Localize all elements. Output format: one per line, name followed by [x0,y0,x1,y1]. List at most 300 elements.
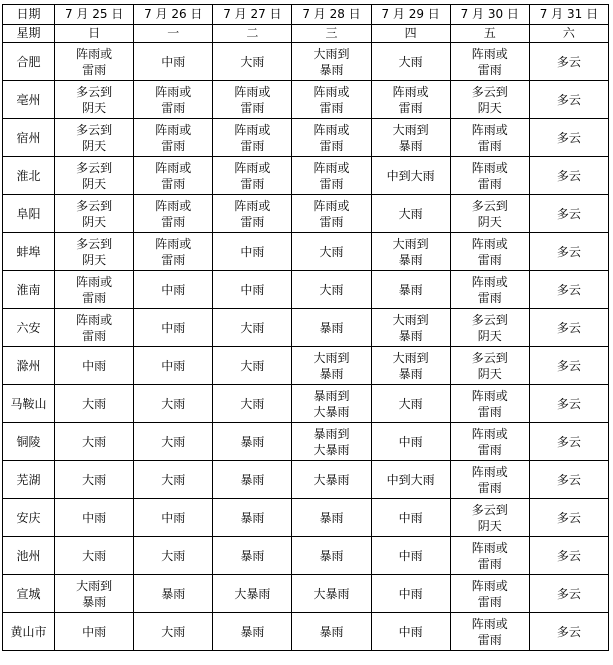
forecast-cell [371,271,450,309]
city-name-cell: 宿州 [3,119,55,157]
forecast-text: 阵雨或 [76,46,113,61]
forecast-text: 多云 [556,282,581,297]
forecast-cell [529,347,608,385]
forecast-cell [213,499,292,537]
forecast-text: 大雨 [161,624,186,639]
date-label-cell: 日期 [3,5,55,25]
forecast-text: 中雨 [161,282,186,297]
forecast-cell [529,499,608,537]
city-name-cell: 合肥 [3,43,55,81]
forecast-text: 多云 [556,434,581,449]
forecast-text: 多云 [556,320,581,335]
forecast-text: 雷雨 [82,62,107,77]
forecast-cell [450,271,529,309]
forecast-cell [371,499,450,537]
forecast-cell [213,613,292,651]
weekday-cell: 四 [371,25,450,43]
forecast-text: 多云到 [471,84,508,99]
forecast-cell [292,309,371,347]
forecast-cell [55,499,134,537]
forecast-cell [292,385,371,423]
forecast-text: 阵雨或 [234,198,271,213]
forecast-cell [292,461,371,499]
forecast-cell [292,613,371,651]
forecast-text: 阵雨或 [471,426,508,441]
forecast-text: 大雨 [82,472,107,487]
forecast-text: 大雨 [319,244,344,259]
forecast-text: 大雨到 [392,122,429,137]
forecast-cell [292,195,371,233]
forecast-cell [371,43,450,81]
forecast-cell [134,461,213,499]
forecast-text: 阴天 [82,176,107,191]
weekday-header-row [3,25,609,43]
forecast-text: 雷雨 [477,62,502,77]
forecast-text: 中雨 [398,510,423,525]
forecast-text: 阵雨或 [155,84,192,99]
city-name-cell: 六安 [3,309,55,347]
forecast-cell [134,233,213,271]
forecast-text: 中雨 [161,510,186,525]
forecast-text: 多云 [556,54,581,69]
city-row [3,423,609,461]
forecast-cell [371,613,450,651]
forecast-text: 阵雨或 [234,84,271,99]
forecast-cell [213,157,292,195]
forecast-text: 阵雨或 [471,578,508,593]
forecast-text: 雷雨 [477,404,502,419]
forecast-cell [371,347,450,385]
weekday-cell: 日 [55,25,134,43]
forecast-cell [529,613,608,651]
forecast-text: 暴雨 [319,624,344,639]
date-cell: 7 月 31 日 [529,5,608,25]
date-cell: 7 月 25 日 [55,5,134,25]
forecast-text: 阵雨或 [234,122,271,137]
forecast-text: 多云 [556,206,581,221]
forecast-cell [371,157,450,195]
forecast-cell [55,81,134,119]
forecast-cell [134,537,213,575]
weekday-cell: 五 [450,25,529,43]
forecast-text: 雷雨 [477,442,502,457]
forecast-cell [292,423,371,461]
forecast-text: 阵雨或 [392,84,429,99]
forecast-text: 大雨到 [313,350,350,365]
forecast-text: 暴雨 [319,62,344,77]
forecast-cell [55,43,134,81]
forecast-text: 雷雨 [477,252,502,267]
forecast-text: 雷雨 [477,480,502,495]
forecast-text: 多云 [556,92,581,107]
forecast-text: 大雨 [82,548,107,563]
forecast-text: 暴雨到 [313,426,350,441]
forecast-cell [55,423,134,461]
forecast-text: 雷雨 [477,290,502,305]
forecast-text: 雷雨 [82,328,107,343]
city-row [3,119,609,157]
forecast-text: 阵雨或 [76,312,113,327]
forecast-text: 阴天 [477,328,502,343]
forecast-text: 雷雨 [477,556,502,571]
forecast-cell [292,43,371,81]
forecast-cell [450,309,529,347]
forecast-text: 大雨到 [392,350,429,365]
forecast-text: 雷雨 [240,176,265,191]
forecast-cell [529,537,608,575]
forecast-text: 雷雨 [319,100,344,115]
forecast-cell [292,157,371,195]
forecast-cell [213,537,292,575]
forecast-text: 暴雨 [398,282,423,297]
forecast-cell [529,575,608,613]
forecast-text: 雷雨 [477,138,502,153]
forecast-cell [134,195,213,233]
forecast-text: 中雨 [82,624,107,639]
forecast-text: 阴天 [82,138,107,153]
forecast-cell [292,271,371,309]
forecast-text: 大雨 [398,54,423,69]
forecast-text: 大雨 [240,396,265,411]
forecast-text: 暴雨 [240,472,265,487]
forecast-cell [529,423,608,461]
forecast-text: 阵雨或 [471,274,508,289]
forecast-text: 大暴雨 [313,472,350,487]
forecast-cell [213,43,292,81]
forecast-cell [450,537,529,575]
forecast-cell [529,233,608,271]
forecast-text: 暴雨 [161,586,186,601]
forecast-cell [213,81,292,119]
forecast-text: 大雨 [82,396,107,411]
forecast-text: 雷雨 [319,214,344,229]
city-row [3,347,609,385]
forecast-text: 暴雨 [319,366,344,381]
forecast-cell [134,309,213,347]
forecast-text: 雷雨 [319,138,344,153]
forecast-text: 阵雨或 [471,236,508,251]
forecast-cell [55,347,134,385]
forecast-text: 暴雨到 [313,388,350,403]
weekday-label-cell: 星期 [3,25,55,43]
forecast-text: 雷雨 [477,176,502,191]
city-name-cell: 黄山市 [3,613,55,651]
forecast-text: 大雨 [398,206,423,221]
forecast-cell [134,613,213,651]
forecast-text: 多云到 [76,198,113,213]
forecast-text: 多云到 [76,122,113,137]
city-name-cell: 亳州 [3,81,55,119]
forecast-cell [450,43,529,81]
forecast-cell [450,119,529,157]
forecast-text: 阵雨或 [471,160,508,175]
city-row [3,43,609,81]
forecast-text: 阵雨或 [471,540,508,555]
forecast-cell [450,385,529,423]
forecast-text: 阴天 [477,518,502,533]
forecast-text: 多云到 [471,198,508,213]
forecast-text: 多云 [556,586,581,601]
forecast-text: 多云 [556,472,581,487]
forecast-text: 雷雨 [477,632,502,647]
city-name-cell: 芜湖 [3,461,55,499]
city-name-cell: 池州 [3,537,55,575]
forecast-cell [213,347,292,385]
forecast-cell [134,119,213,157]
forecast-cell [371,575,450,613]
forecast-cell [292,81,371,119]
forecast-text: 暴雨 [398,366,423,381]
forecast-text: 中雨 [398,624,423,639]
forecast-text: 暴雨 [240,434,265,449]
weekday-cell: 三 [292,25,371,43]
forecast-cell [134,385,213,423]
forecast-cell [450,157,529,195]
forecast-text: 雷雨 [161,214,186,229]
forecast-text: 多云到 [76,84,113,99]
forecast-cell [450,613,529,651]
forecast-text: 大雨 [240,54,265,69]
forecast-text: 雷雨 [161,138,186,153]
forecast-cell [134,347,213,385]
forecast-text: 阵雨或 [313,160,350,175]
forecast-text: 雷雨 [161,100,186,115]
forecast-text: 中雨 [240,244,265,259]
forecast-text: 阵雨或 [76,274,113,289]
forecast-text: 多云 [556,358,581,373]
forecast-cell [450,233,529,271]
forecast-text: 阴天 [82,214,107,229]
weather-forecast-table [2,4,609,651]
city-row [3,461,609,499]
forecast-text: 中雨 [161,320,186,335]
forecast-text: 大雨 [240,320,265,335]
forecast-text: 暴雨 [319,510,344,525]
date-header-row [3,5,609,25]
forecast-text: 大雨到 [76,578,113,593]
forecast-text: 大暴雨 [313,442,350,457]
forecast-text: 多云到 [76,160,113,175]
forecast-cell [55,233,134,271]
forecast-text: 暴雨 [398,252,423,267]
forecast-text: 大暴雨 [313,404,350,419]
forecast-cell [55,195,134,233]
forecast-cell [55,461,134,499]
forecast-text: 多云 [556,624,581,639]
forecast-cell [450,81,529,119]
forecast-text: 阵雨或 [155,122,192,137]
forecast-text: 阴天 [477,366,502,381]
forecast-cell [371,309,450,347]
forecast-cell [371,119,450,157]
city-name-cell: 淮南 [3,271,55,309]
city-name-cell: 宣城 [3,575,55,613]
forecast-text: 中雨 [240,282,265,297]
city-row [3,271,609,309]
forecast-text: 大雨 [398,396,423,411]
city-name-cell: 阜阳 [3,195,55,233]
forecast-cell [213,271,292,309]
forecast-text: 雷雨 [398,100,423,115]
city-row [3,157,609,195]
city-name-cell: 安庆 [3,499,55,537]
forecast-text: 阴天 [477,100,502,115]
city-row [3,385,609,423]
forecast-cell [450,575,529,613]
forecast-text: 大雨 [161,396,186,411]
forecast-cell [134,43,213,81]
forecast-text: 阵雨或 [471,122,508,137]
forecast-cell [371,537,450,575]
forecast-text: 多云 [556,130,581,145]
forecast-text: 阵雨或 [313,198,350,213]
forecast-text: 雷雨 [240,138,265,153]
forecast-cell [371,423,450,461]
forecast-text: 大雨 [82,434,107,449]
forecast-text: 阵雨或 [234,160,271,175]
city-row [3,81,609,119]
forecast-cell [213,195,292,233]
forecast-cell [450,461,529,499]
forecast-cell [450,423,529,461]
forecast-text: 暴雨 [319,548,344,563]
forecast-text: 暴雨 [82,594,107,609]
forecast-cell [529,309,608,347]
forecast-cell [134,423,213,461]
forecast-text: 大雨到 [392,236,429,251]
forecast-cell [292,233,371,271]
city-name-cell: 滁州 [3,347,55,385]
forecast-cell [529,461,608,499]
forecast-text: 多云 [556,548,581,563]
forecast-text: 中到大雨 [386,472,435,487]
forecast-text: 阵雨或 [471,46,508,61]
forecast-text: 大雨 [161,472,186,487]
forecast-cell [529,119,608,157]
forecast-text: 中雨 [398,548,423,563]
forecast-text: 雷雨 [161,176,186,191]
forecast-cell [213,385,292,423]
forecast-text: 暴雨 [398,328,423,343]
forecast-text: 大雨到 [392,312,429,327]
forecast-cell [213,309,292,347]
forecast-cell [55,309,134,347]
forecast-text: 暴雨 [319,320,344,335]
forecast-text: 大暴雨 [313,586,350,601]
forecast-text: 中雨 [398,434,423,449]
forecast-text: 大雨 [161,434,186,449]
forecast-cell [134,81,213,119]
forecast-cell [529,385,608,423]
forecast-cell [529,81,608,119]
forecast-text: 阵雨或 [155,160,192,175]
forecast-cell [55,537,134,575]
forecast-text: 中雨 [82,358,107,373]
forecast-text: 中雨 [161,358,186,373]
forecast-text: 雷雨 [240,214,265,229]
forecast-cell [292,537,371,575]
forecast-cell [292,499,371,537]
forecast-cell [450,499,529,537]
forecast-text: 阵雨或 [471,388,508,403]
forecast-cell [371,385,450,423]
forecast-cell [371,233,450,271]
forecast-text: 大暴雨 [234,586,271,601]
forecast-cell [55,119,134,157]
forecast-text: 雷雨 [319,176,344,191]
forecast-cell [134,499,213,537]
forecast-text: 大雨 [319,282,344,297]
forecast-cell [55,575,134,613]
forecast-cell [213,119,292,157]
forecast-text: 阵雨或 [471,616,508,631]
forecast-text: 中到大雨 [386,168,435,183]
forecast-text: 雷雨 [477,594,502,609]
forecast-text: 暴雨 [240,624,265,639]
date-cell: 7 月 26 日 [134,5,213,25]
forecast-text: 阵雨或 [155,198,192,213]
forecast-text: 多云到 [471,502,508,517]
forecast-text: 阴天 [82,252,107,267]
forecast-cell [450,195,529,233]
forecast-cell [134,157,213,195]
city-row [3,309,609,347]
forecast-cell [55,157,134,195]
forecast-cell [55,271,134,309]
date-cell: 7 月 27 日 [213,5,292,25]
forecast-cell [371,195,450,233]
forecast-text: 多云 [556,244,581,259]
forecast-text: 阵雨或 [471,464,508,479]
city-row [3,195,609,233]
forecast-text: 多云到 [76,236,113,251]
city-name-cell: 淮北 [3,157,55,195]
forecast-cell [213,423,292,461]
forecast-cell [450,347,529,385]
forecast-cell [55,385,134,423]
forecast-cell [292,119,371,157]
forecast-text: 阵雨或 [313,84,350,99]
forecast-text: 雷雨 [161,252,186,267]
date-cell: 7 月 28 日 [292,5,371,25]
city-name-cell: 铜陵 [3,423,55,461]
forecast-text: 阴天 [82,100,107,115]
forecast-text: 大雨 [240,358,265,373]
forecast-cell [134,271,213,309]
city-row [3,575,609,613]
forecast-cell [292,575,371,613]
forecast-text: 多云 [556,396,581,411]
forecast-text: 中雨 [82,510,107,525]
forecast-text: 雷雨 [82,290,107,305]
forecast-cell [134,575,213,613]
forecast-cell [529,271,608,309]
forecast-cell [55,613,134,651]
weekday-cell: 一 [134,25,213,43]
city-name-cell: 马鞍山 [3,385,55,423]
forecast-text: 多云 [556,168,581,183]
city-name-cell: 蚌埠 [3,233,55,271]
city-row [3,537,609,575]
forecast-text: 暴雨 [398,138,423,153]
forecast-cell [371,81,450,119]
city-row [3,499,609,537]
forecast-text: 多云 [556,510,581,525]
forecast-text: 暴雨 [240,548,265,563]
forecast-text: 雷雨 [240,100,265,115]
forecast-text: 暴雨 [240,510,265,525]
forecast-text: 大雨到 [313,46,350,61]
